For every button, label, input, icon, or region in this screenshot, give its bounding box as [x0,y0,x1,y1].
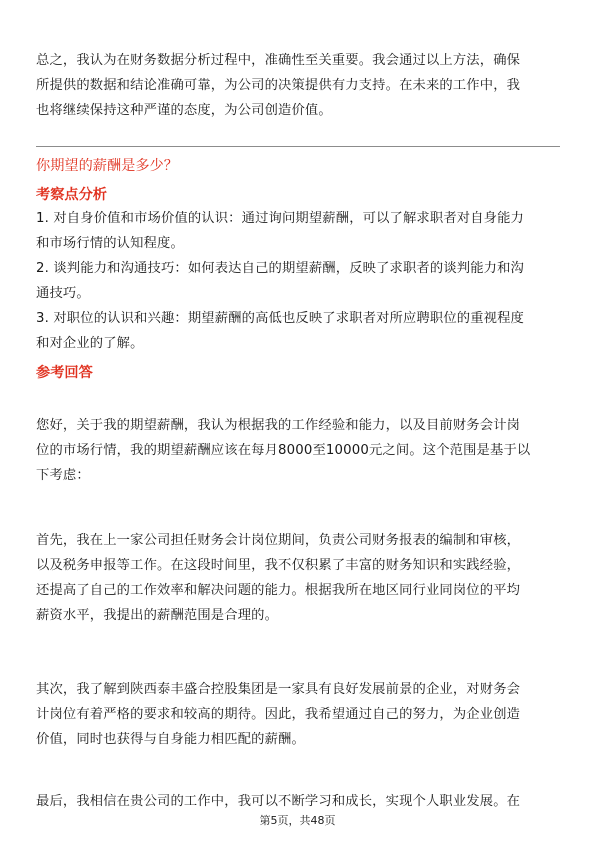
paragraph-line: 也将继续保持这种严谨的态度，为公司创造价值。 [36,103,332,118]
analysis-item-line: 2. 谈判能力和沟通技巧：如何表达自己的期望薪酬，反映了求职者的谈判能力和沟 [36,261,525,276]
paragraph-line: 首先，我在上一家公司担任财务会计岗位期间，负责公司财务报表的编制和审核， [36,533,521,548]
section-divider [36,146,560,147]
paragraph-line: 其次，我了解到陕西泰丰盛合控股集团是一家具有良好发展前景的企业，对财务会 [36,682,521,697]
paragraph-line: 下考虑： [36,468,90,483]
paragraph-line: 您好，关于我的期望薪酬，我认为根据我的工作经验和能力，以及目前财务会计岗 [36,418,521,433]
paragraph-line: 薪资水平，我提出的薪酬范围是合理的。 [36,608,279,623]
analysis-list [36,206,560,356]
conclusion-paragraph [36,48,560,123]
answer-intro-paragraph [36,413,560,488]
answer-heading: 参考回答 [36,365,93,381]
analysis-item-line: 和市场行情的认知程度。 [36,236,184,251]
analysis-item-line: 3. 对职位的认识和兴趣：期望薪酬的高低也反映了求职者对所应聘职位的重视程度 [36,311,525,326]
analysis-heading: 考察点分析 [36,187,107,203]
paragraph-line: 计岗位有着严格的要求和较高的期待。因此，我希望通过自己的努力，为企业创造 [36,707,521,722]
answer-last-paragraph [36,789,560,814]
paragraph-line: 价值，同时也获得与自身能力相匹配的薪酬。 [36,732,305,747]
paragraph-line: 最后，我相信在贵公司的工作中，我可以不断学习和成长，实现个人职业发展。在 [36,794,521,809]
page-number: 第5页，共48页 [259,814,336,827]
paragraph-line: 所提供的数据和结论准确可靠，为公司的决策提供有力支持。在未来的工作中，我 [36,78,521,93]
analysis-item-line: 和对企业的了解。 [36,336,144,351]
paragraph-line: 以及税务申报等工作。在这段时间里，我不仅积累了丰富的财务知识和实践经验， [36,558,521,573]
analysis-item-line: 1. 对自身价值和市场价值的认识：通过询问期望薪酬，可以了解求职者对自身能力 [36,211,525,226]
question-title: 你期望的薪酬是多少？ [36,158,178,174]
analysis-item-line: 通技巧。 [36,286,90,301]
answer-first-paragraph [36,528,560,628]
answer-second-paragraph [36,677,560,752]
paragraph-line: 位的市场行情，我的期望薪酬应该在每月8000至10000元之间。这个范围是基于以 [36,443,531,458]
paragraph-line: 还提高了自己的工作效率和解决问题的能力。根据我所在地区同行业同岗位的平均 [36,583,521,598]
paragraph-line: 总之，我认为在财务数据分析过程中，准确性至关重要。我会通过以上方法，确保 [36,53,521,68]
